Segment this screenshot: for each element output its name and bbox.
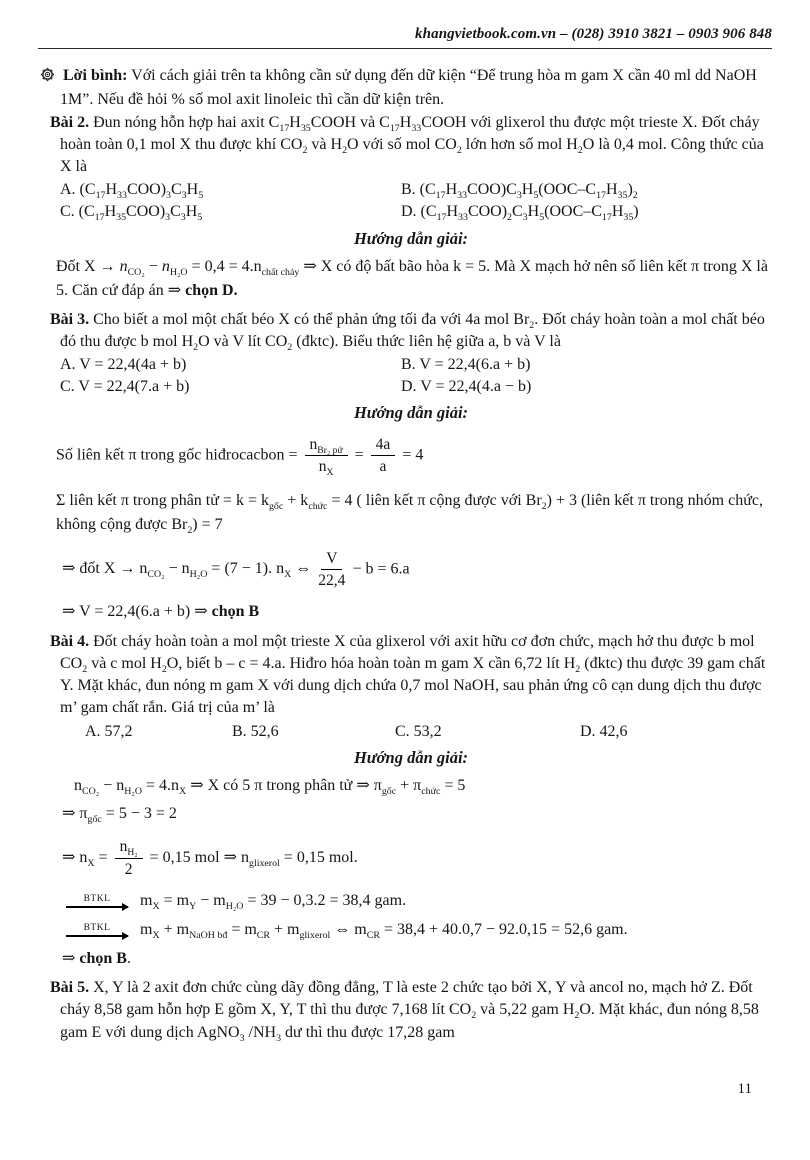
fraction [318,549,345,591]
btkl-arrow-label: BTKL [83,893,111,904]
formula-line [50,891,772,912]
header-rule [38,48,772,49]
formula-text: ⇒ V = 22,4(6.a + b) ⇒ chọn B [62,603,260,621]
problem-label: Bài 5. [50,979,90,997]
note-label: Lời bình: [63,67,128,84]
page-number: 11 [737,1081,752,1097]
problem-label: Bài 3. [50,310,90,328]
option-item: A. V = 22,4(4a + b) [60,355,187,373]
problem-label: Bài 2. [50,114,90,132]
fraction [371,435,396,477]
fraction-denominator: $n_X$ [318,458,334,479]
option-item: B. $(C_{17}H_{33}COO)C_3H_5(OOC-C_{17}H_{35})_2$ [401,181,638,202]
formula-line [50,435,772,477]
btkl-arrow-line [66,906,128,907]
problem-text: X, Y là 2 axit đơn chức cùng dãy đồng đẳng, T là este 2 chức tạo bởi X, Y và ancol no, mạch hở Z. Đốt cháy 8,58 gam hỗn hợp E gồm X, Y, T thì thu được 7,168 lít $CO_2$ và 5,22 gam $H_2O$. Mặt khác, đun nóng 8,58 gam E với dung dịch AgNO$_3$ $/NH_3$ dư thì thu được 17,28 gam [60,979,759,1044]
btkl-arrow-icon [66,895,128,908]
formula-text: Số liên kết π trong gốc hiđrocacbon = [56,446,302,464]
options-row [50,354,772,398]
formula-text: ⇒ chọn B. [62,949,131,967]
btkl-arrow-label: BTKL [83,922,111,933]
option-item: C. $(C_{17}H_{35}COO)_3C_3H_5$ [60,203,203,224]
option-item: D. $(C_{17}H_{33}COO)_2C_3H_5(OOC-C_{17}H_{35})$ [401,203,639,224]
fraction-numerator: $n_{Br_2 pứ}$ [305,435,348,456]
options-row [50,721,772,743]
formula-text: ⇒ đốt $X \to n_{CO_2} - n_{H_2O} = (7 - 1)$. $n_X$ ⇔ [62,560,316,581]
formula-text: = 4 [398,446,424,464]
fraction [305,435,348,477]
btkl-arrow-icon [66,924,128,937]
fraction-numerator: 4a [371,435,396,456]
option-item: D. 42,6 [580,722,628,740]
problem-paragraph [50,309,772,353]
option-item: C. 53,2 [395,722,442,740]
fraction-denominator: a [379,458,387,476]
option-item: C. V = 22,4(7.a + b) [60,377,190,395]
fraction [115,837,143,879]
solution-paragraph: Σ liên kết π trong phân tử = $k = k_{gốc} + k_{chức} = 4$ ( liên kết π cộng được với $Br_2) + 3$ (liên kết π trong nhóm chức, không cộng được $Br_2) = 7$ [56,491,763,536]
problem-label: Bài 4. [50,633,90,651]
formula-text: $m_X + m_{NaOH bđ} = m_{CR} + m_{glixerol}$ ⇔ $m_{CR} = 38,4 + 40.0,7 - 92.0,15 = 52,6$ gam. [136,920,628,941]
formula-line [50,549,772,591]
option-item: D. V = 22,4(4.a − b) [401,377,532,395]
header-contact: khangvietbook.com.vn – (028) 3910 3821 – 0903 906 848 [415,26,772,42]
page-header [50,26,772,49]
formula-line [50,804,772,825]
problem-text: Đun nóng hỗn hợp hai axit $C_{17}H_{35}COOH$ và $C_{17}H_{33}COOH$ với glixerol thu được một trieste X. Đốt cháy hoàn toàn 0,1 mol X thu được khí $CO_2$ và $H_2O$ với số mol $CO_2$ lớn hơn số mol $H_2O$ là 0,4 mol. Công thức của X là [60,114,764,176]
problem-text: Đốt cháy hoàn toàn a mol một trieste X của glixerol với axit hữu cơ đơn chức, mạch hở thu được b mol $CO_2$ và c mol $H_2O$, biết b – c = 4.a. Hiđro hóa hoàn toàn m gam X cần 6,72 lít $H_2$ (đktc) thu được 39 gam chất Y. Mặt khác, đun nóng m gam X với dung dịch chứa 0,7 mol NaOH, sau phản ứng cô cạn dung dịch thu được m’ gam chất rắn. Giá trị của m’ là [60,633,766,717]
formula-text: ⇒ $n_X$ = [62,848,112,869]
problem-paragraph [50,112,772,178]
option-item: B. V = 22,4(6.a + b) [401,355,531,373]
fraction-numerator: $n_{H_2}$ [115,837,143,858]
options-row [50,179,772,223]
formula-text: = [350,446,368,464]
formula-line [50,776,772,797]
formula-line [50,837,772,879]
formula-text: = 0,15 mol ⇒ $n_{glixerol} = 0,15$ mol. [145,848,358,869]
option-item: B. 52,6 [232,722,279,740]
note-paragraph [50,65,772,111]
solution-heading: Hướng dẫn giải: [353,747,469,767]
formula-line [50,602,772,623]
solution-paragraph: Đốt $X \to n_{CO_2} - n_{H_2O} = 0,4 = 4.n_{chất cháy}$ ⇒ X có độ bất bão hòa k = 5. Mà X mạch hở nên số liên kết π trong X là 5. Căn cứ đáp án ⇒ chọn D. [56,257,768,299]
formula-text: ⇒ $\pi_{gốc} = 5 - 3 = 2$ [62,805,177,826]
note-text: Với cách giải trên ta không cần sử dụng đến dữ kiện “Để trung hòa m gam X cần 40 ml dd NaOH 1M”. Nếu đề hỏi % số mol axit linoleic thì cần dữ kiện trên. [60,67,757,109]
solution-heading: Hướng dẫn giải: [353,228,469,248]
fraction-denominator: 2 [124,860,133,878]
page-content [50,65,772,1044]
problem-text: Cho biết a mol một chất béo X có thể phản ứng tối đa với 4a mol $Br_2$. Đốt cháy hoàn toàn a mol chất béo đó thu được b mol $H_2O$ và V lít $CO_2$ (đktc). Biểu thức liên hệ giữa a, b và V là [60,310,765,353]
formula-line [50,949,772,970]
formula-text: $n_{CO_2} - n_{H_2O} = 4.n_X$ ⇒ X có 5 π trong phân tử ⇒ $\pi_{gốc} + \pi_{chức} = 5$ [74,776,466,797]
btkl-arrow-line [66,935,128,936]
formula-text: − b = 6.a [348,560,410,578]
formula-text: $m_X = m_Y - m_{H_2O} = 39 - 0,3.2 = 38,4$ gam. [136,891,407,913]
ornament-icon [50,67,55,89]
fraction-denominator: 22,4 [318,572,346,590]
option-item: A. 57,2 [85,722,133,740]
option-item: A. $(C_{17}H_{33}COO)_3C_3H_5$ [60,181,204,202]
solution-heading: Hướng dẫn giải: [353,402,469,422]
problem-paragraph [50,631,772,719]
formula-line [50,920,772,941]
fraction-numerator: V [321,549,342,570]
problem-paragraph [50,977,772,1043]
